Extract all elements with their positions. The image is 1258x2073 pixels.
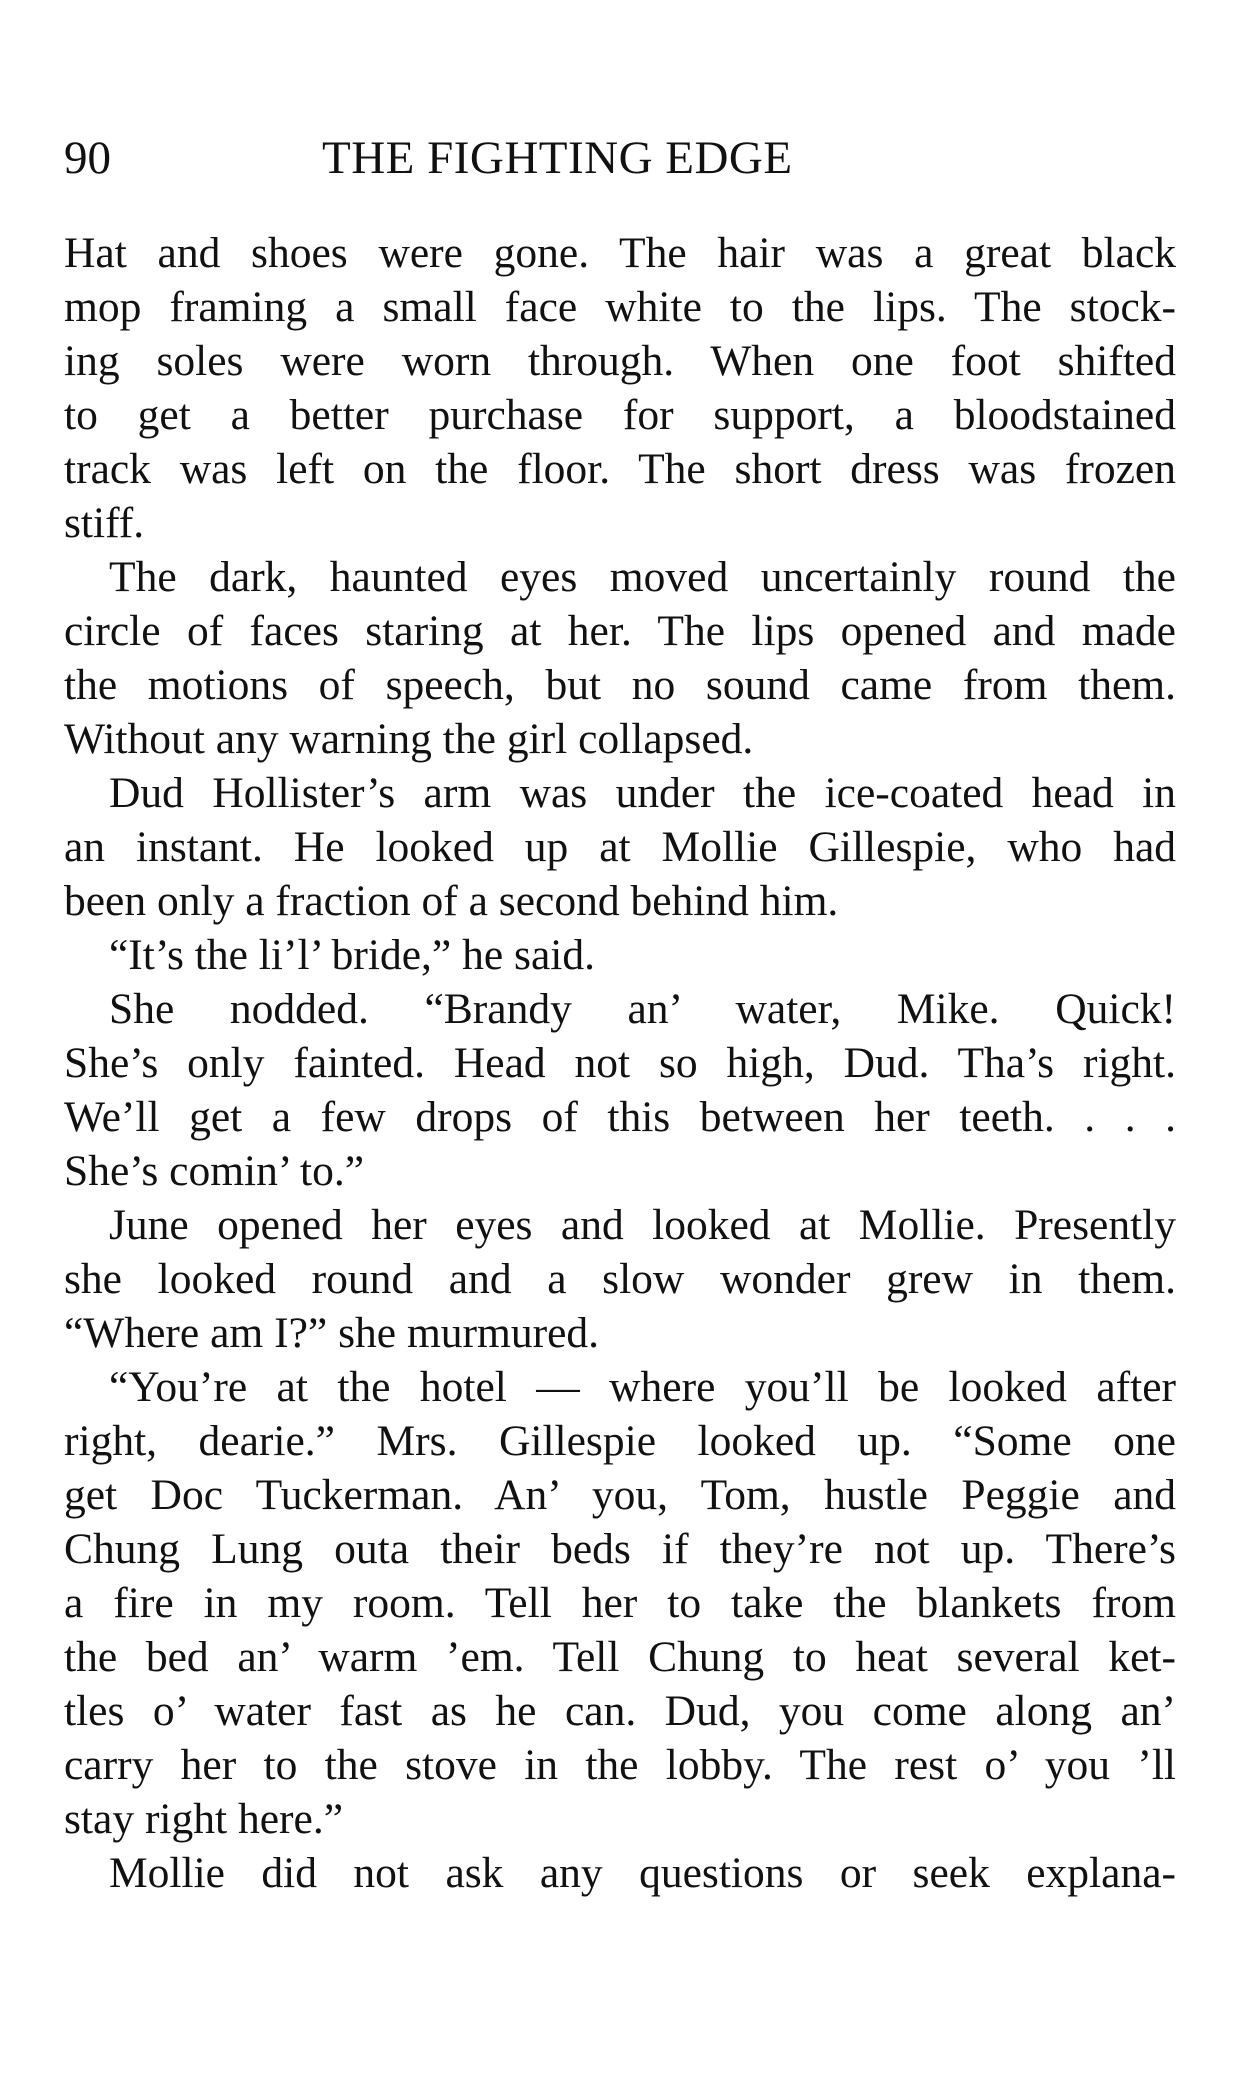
text-line: She’s only fainted. Head not so high, Dud. Tha’s right.: [64, 1039, 1176, 1087]
text-line: the motions of speech, but no sound came from them.: [64, 661, 1176, 709]
text-line: right, dearie.” Mrs. Gillespie looked up. “Some one: [64, 1417, 1176, 1465]
text-line: track was left on the floor. The short dress was frozen: [64, 445, 1176, 493]
text-line: a fire in my room. Tell her to take the blankets from: [64, 1579, 1176, 1627]
text-line: Hat and shoes were gone. The hair was a great black: [64, 229, 1176, 277]
text-line: stiff.: [64, 499, 145, 547]
text-line: been only a fraction of a second behind him.: [64, 877, 839, 925]
page-number: 90: [64, 132, 111, 184]
running-title: THE FIGHTING EDGE: [322, 132, 793, 184]
text-line: tles o’ water fast as he can. Dud, you come along an’: [64, 1687, 1176, 1735]
page-header: [64, 128, 1174, 188]
text-line: “It’s the li’l’ bride,” he said.: [109, 931, 595, 979]
text-line: June opened her eyes and looked at Mollie. Presently: [109, 1201, 1176, 1249]
text-line: circle of faces staring at her. The lips opened and made: [64, 607, 1176, 655]
text-line: the bed an’ warm ’em. Tell Chung to heat several ket-: [64, 1633, 1176, 1681]
text-line: Dud Hollister’s arm was under the ice-coated head in: [109, 769, 1176, 817]
text-line: She’s comin’ to.”: [64, 1147, 365, 1195]
text-line: stay right here.”: [64, 1795, 344, 1843]
text-line: Chung Lung outa their beds if they’re not up. There’s: [64, 1525, 1176, 1573]
text-line: We’ll get a few drops of this between her teeth. . . .: [64, 1093, 1176, 1141]
text-line: Without any warning the girl collapsed.: [64, 715, 754, 763]
text-line: She nodded. “Brandy an’ water, Mike. Quick!: [109, 985, 1176, 1033]
text-line: The dark, haunted eyes moved uncertainly round the: [109, 553, 1176, 601]
text-line: mop framing a small face white to the lips. The stock-: [64, 283, 1176, 331]
text-line: an instant. He looked up at Mollie Gillespie, who had: [64, 823, 1176, 871]
text-line: “Where am I?” she murmured.: [64, 1309, 600, 1357]
body-text: [64, 226, 1176, 1900]
text-line: “You’re at the hotel — where you’ll be looked after: [109, 1363, 1176, 1411]
text-line: get Doc Tuckerman. An’ you, Tom, hustle Peggie and: [64, 1471, 1176, 1519]
text-line: ing soles were worn through. When one foot shifted: [64, 337, 1176, 385]
text-line: Mollie did not ask any questions or seek explana-: [109, 1849, 1176, 1897]
text-line: to get a better purchase for support, a bloodstained: [64, 391, 1176, 439]
text-line: she looked round and a slow wonder grew in them.: [64, 1255, 1176, 1303]
text-line: carry her to the stove in the lobby. The rest o’ you ’ll: [64, 1741, 1176, 1789]
